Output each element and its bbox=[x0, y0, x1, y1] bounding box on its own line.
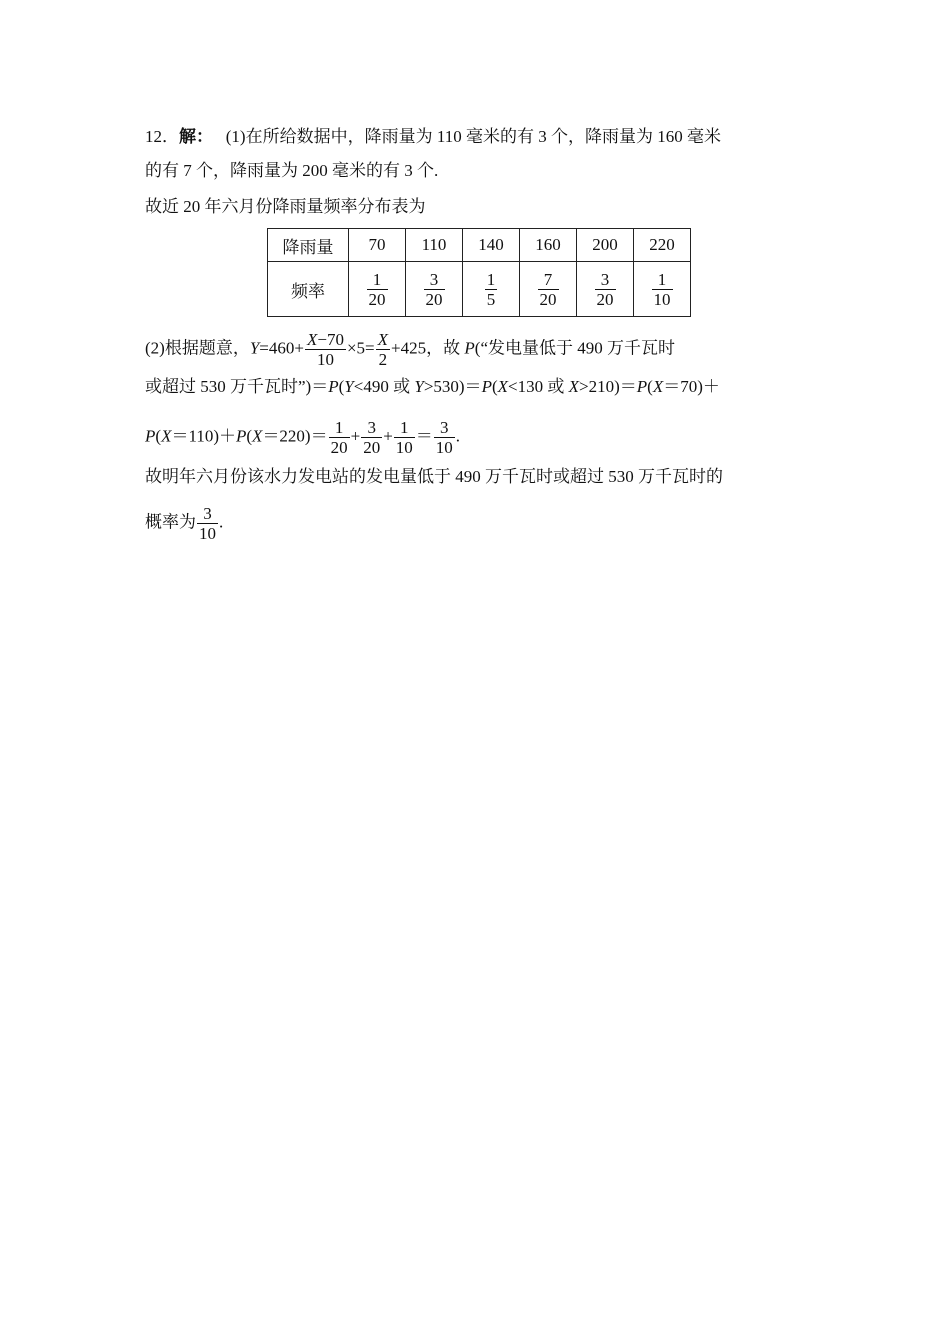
frequency-table bbox=[267, 228, 691, 317]
rainfall-cell: 70 bbox=[349, 229, 406, 262]
rainfall-cell: 200 bbox=[577, 229, 634, 262]
frequency-cell: $\frac{1}{20}$ bbox=[349, 262, 406, 317]
part1-line3: 故近 20 年六月份降雨量频率分布表为 bbox=[145, 197, 426, 216]
rainfall-cell: 160 bbox=[520, 229, 577, 262]
frequency-cell: $\frac{1}{5}$ bbox=[463, 262, 520, 317]
part1-line1: (1)在所给数据中，降雨量为 110 毫米的有 3 个，降雨量为 160 毫米 bbox=[225, 127, 721, 146]
frequency-cell: $\frac{3}{20}$ bbox=[406, 262, 463, 317]
part2-line1: (2)根据题意，Y=460+ $\frac{X-70}{10}$ ×5= $\frac{X}{2}$ +425，故 P(“发电量低于 490 万千瓦时 bbox=[145, 330, 675, 369]
problem-header-line bbox=[145, 126, 721, 148]
part2-line5: 概率为 $\frac{3}{10}$ . bbox=[145, 504, 224, 543]
part2-line3: P(X＝110)＋P(X＝220)＝ $\frac{1}{20}$ + $\frac{3}{20}$ + $\frac{1}{10}$ ＝ $\frac{3}{10}$ . bbox=[145, 418, 461, 457]
solution-label: 解： bbox=[179, 127, 213, 146]
row-header-frequency: 频率 bbox=[268, 262, 349, 317]
problem-number: 12． bbox=[145, 127, 179, 146]
part1-line2: 的有 7 个，降雨量为 200 毫米的有 3 个. bbox=[145, 161, 439, 180]
rainfall-cell: 140 bbox=[463, 229, 520, 262]
part2-line2: 或超过 530 万千瓦时”)＝P(Y<490 或 Y>530)＝P(X<130 或 X>210)＝P(X＝70)＋ bbox=[145, 377, 720, 396]
part2-line4: 故明年六月份该水力发电站的发电量低于 490 万千瓦时或超过 530 万千瓦时的 bbox=[145, 467, 723, 486]
row-header-rainfall: 降雨量 bbox=[268, 229, 349, 262]
frequency-cell: $\frac{1}{10}$ bbox=[634, 262, 691, 317]
rainfall-cell: 220 bbox=[634, 229, 691, 262]
frequency-cell: $\frac{3}{20}$ bbox=[577, 262, 634, 317]
frequency-cell: $\frac{7}{20}$ bbox=[520, 262, 577, 317]
rainfall-cell: 110 bbox=[406, 229, 463, 262]
